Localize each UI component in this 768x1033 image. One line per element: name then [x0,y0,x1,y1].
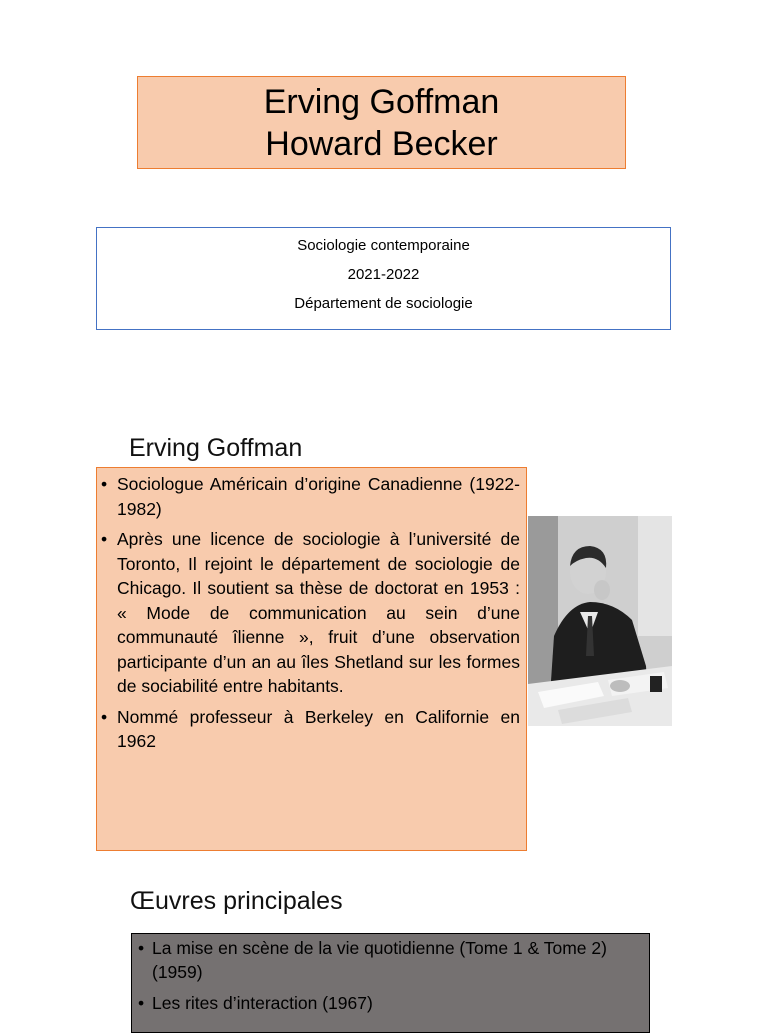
title-line-1: Erving Goffman [263,82,500,121]
title-line-2: Howard Becker [265,124,498,163]
bio-item-text: Après une licence de sociologie à l’université de Toronto, Il rejoint le département de sociologie de Chicago. Il soutient sa thèse de doctorat en 1953 : « Mode de communication au sein d’une communauté îlienne », fruit d’une observation participante d’un an au îles Shetland sur les formes de sociabilité entre habitants. [117,529,520,696]
bullet-icon: • [138,938,145,958]
bullet-icon: • [101,529,108,549]
goffman-portrait-photo [528,516,672,726]
goffman-bio-box [96,467,527,851]
portrait-illustration [528,516,672,726]
bullet-icon: • [101,706,108,727]
course-name: Sociologie contemporaine [297,237,470,254]
works-item-text: La mise en scène de la vie quotidienne (Tome 1 & Tome 2) (1959) [152,938,607,982]
course-info-box [96,227,671,330]
bullet-icon: • [138,993,145,1013]
works-heading: Œuvres principales [130,887,343,915]
goffman-heading: Erving Goffman [129,434,303,462]
works-item [138,991,643,1015]
bio-item [101,472,520,521]
academic-year: 2021-2022 [347,266,420,283]
department-name: Département de sociologie [294,295,473,312]
goffman-bio-list [101,472,520,754]
bullet-icon: • [101,474,108,494]
bio-item [101,705,520,754]
bio-item-text: Sociologue Américain d’origine Canadienne (1922-1982) [117,474,520,519]
title-box [137,76,626,169]
works-item-text: Les rites d’interaction (1967) [152,993,373,1013]
bio-item-text: Nommé professeur à Berkeley en Californie en 1962 [117,706,520,751]
works-item [138,936,643,984]
works-list [138,936,643,1015]
works-box [131,933,650,1033]
bio-item [101,527,520,699]
